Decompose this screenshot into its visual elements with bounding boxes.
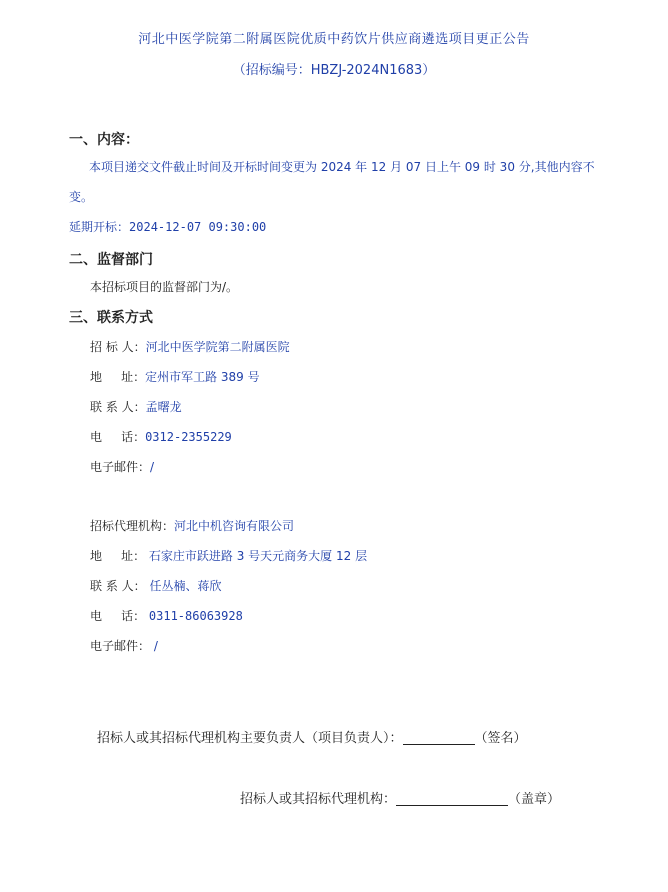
agency-address-row: [90, 547, 367, 564]
signature-person-label: 招标人或其招标代理机构主要负责人（项目负责人）：: [97, 731, 403, 746]
tenderer-phone-label: 电 话：: [90, 430, 146, 444]
notice-title: 河北中医学院第二附属医院优质中药饮片供应商遴选项目更正公告: [138, 32, 530, 47]
signature-line-person: [97, 727, 527, 746]
tenderer-address-row: [90, 368, 260, 385]
section-content-body: [69, 152, 609, 212]
agency-contact-row: [90, 577, 221, 594]
agency-email-label: 电子邮件：: [90, 639, 151, 653]
tenderer-phone-row: [90, 428, 232, 445]
signature-seal-suffix: （盖章）: [508, 792, 561, 807]
agency-phone: 0311-86063928: [148, 609, 243, 623]
supervision-text: 本招标项目的监督部门为/。: [90, 280, 239, 294]
tender-number: （招标编号：HBZJ-2024N1683）: [232, 63, 436, 78]
agency-contact-label: 联 系 人：: [90, 579, 146, 593]
delay-label: 延期开标：: [69, 220, 130, 234]
agency-contact: 任丛楠、蒋欣: [149, 579, 222, 593]
tenderer-phone: 0312-2355229: [145, 430, 232, 444]
tenderer-address: 定州市军工路 389 号: [145, 370, 260, 384]
agency-address-label: 地 址：: [90, 549, 146, 563]
section-contact-heading: 三、联系方式: [69, 310, 153, 326]
section-supervision-heading: 二、监督部门: [69, 252, 153, 268]
signature-person-suffix: （签名）: [474, 731, 527, 746]
content-text: 本项目递交文件截止时间及开标时间变更为 2024 年 12 月 07 日上午 09 时 30 分,其他内容不变。: [69, 160, 595, 204]
signature-seal-blank[interactable]: [396, 793, 508, 806]
agency-name-label: 招标代理机构：: [90, 519, 175, 533]
supervision-body: [90, 278, 238, 295]
agency-phone-label: 电 话：: [90, 609, 146, 623]
tenderer-contact: 孟曙龙: [145, 400, 182, 414]
signature-line-seal: [240, 788, 560, 807]
signature-seal-label: 招标人或其招标代理机构：: [240, 792, 397, 807]
agency-phone-row: [90, 607, 243, 624]
agency-email-row: [90, 637, 158, 654]
section-content-heading: 一、内容：: [69, 132, 139, 148]
delay-opening: [69, 212, 609, 242]
agency-email: /: [153, 639, 158, 653]
tenderer-email-label: 电子邮件：: [90, 460, 151, 474]
tenderer-name-row: [90, 338, 290, 355]
tenderer-name: 河北中医学院第二附属医院: [145, 340, 290, 354]
delay-value: 2024-12-07 09:30:00: [129, 220, 267, 234]
tenderer-email: /: [150, 460, 155, 474]
agency-name: 河北中机咨询有限公司: [174, 519, 295, 533]
tenderer-contact-label: 联 系 人：: [90, 400, 146, 414]
tenderer-address-label: 地 址：: [90, 370, 146, 384]
signature-person-blank[interactable]: [403, 732, 475, 745]
tenderer-contact-row: [90, 398, 182, 415]
agency-address: 石家庄市跃进路 3 号天元商务大厦 12 层: [148, 549, 368, 563]
tenderer-name-label: 招 标 人：: [90, 340, 146, 354]
tenderer-email-row: [90, 458, 154, 475]
agency-name-row: [90, 517, 294, 534]
